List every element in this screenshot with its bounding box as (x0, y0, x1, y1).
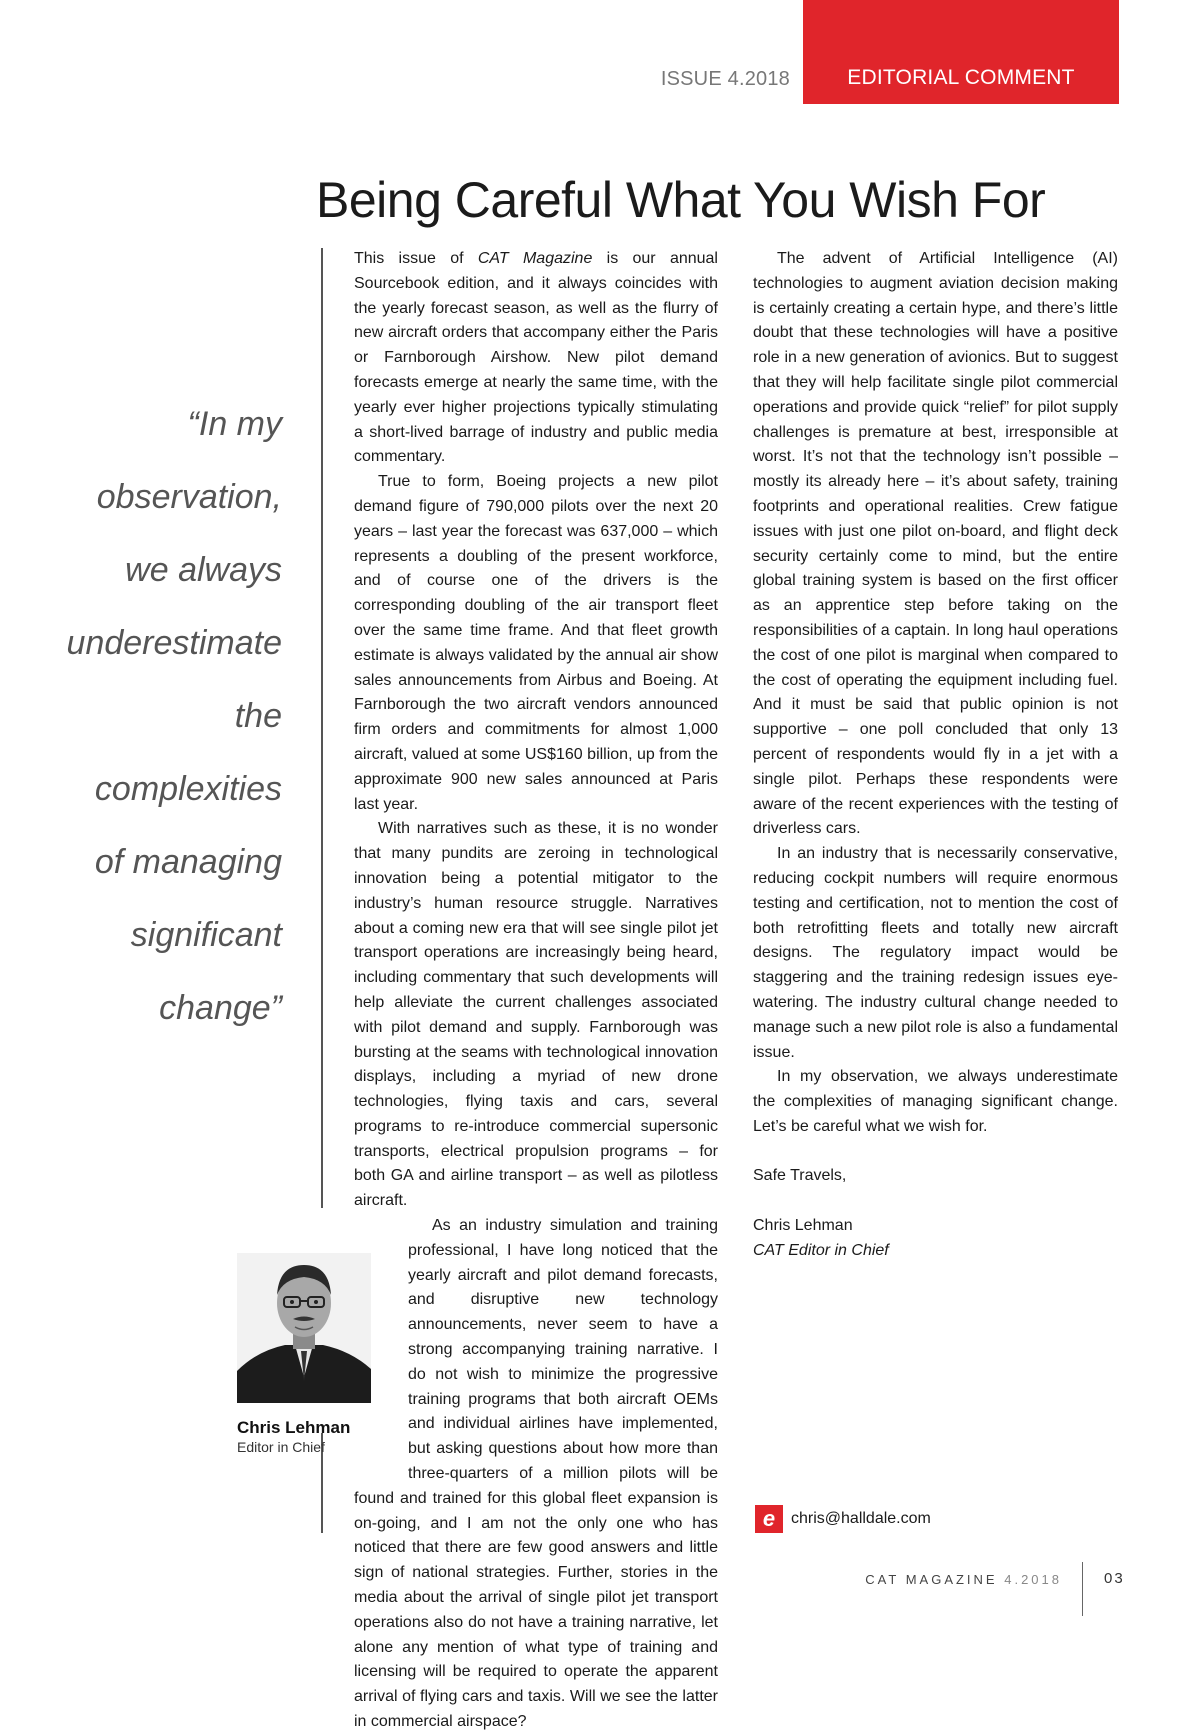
page-number: 03 (1104, 1570, 1125, 1587)
author-photo (237, 1253, 371, 1403)
pull-quote-line: “In my (187, 405, 282, 443)
pull-quote (20, 388, 282, 1045)
photo-wrap-spacer (354, 1214, 408, 1462)
pull-quote-line: observation, (96, 478, 282, 516)
pull-quote-line: change” (159, 989, 282, 1027)
publication-issue: 4.2018 (1004, 1572, 1062, 1587)
article-column-left (354, 247, 718, 1735)
paragraph: In an industry that is necessarily conservative, reducing cockpit numbers will require enormous testing and certification, not to mention the cost of both retrofitting fleets and totally new aircraft designs. The regulatory impact would be staggering and the training redesign issues eye-watering. The industry cultural change needed to manage such a new pilot role is also a fundamental issue. (753, 845, 1118, 1061)
author-name: Chris Lehman (237, 1418, 351, 1437)
signoff: Safe Travels, (753, 1167, 847, 1185)
paragraph (354, 247, 718, 470)
paragraph: The advent of Artificial Intelligence (AI) technologies to augment aviation decision making is certainly creating a certain hype, and there’s little doubt that these technologies will have a positive role in a new generation of avionics. But to suggest that they will help facilitate single pilot commercial operations and provide quick “relief” for pilot supply challenges is premature at best, irresponsible at worst. It’s not that the technology isn’t possible – mostly its already here – it’s about safety, training footprints and operational realities. Crew fatigue issues with just one pilot on-board, and flight deck security certainly come to mind, but the entire global training system is based on the first officer as an apprentice step before taking on the responsibilities of a captain. In long haul operations the cost of one pilot is marginal when compared to the cost of operating the equipment including fuel. And it must be said that public opinion is not supportive – one poll concluded that only 13 percent of respondents would fly in a jet with a single pilot. Perhaps these respondents were aware of the recent experiences with the testing of driverless cars. (753, 250, 1118, 838)
publication-name: CAT MAGAZINE (865, 1572, 998, 1587)
footer-divider (1082, 1562, 1083, 1616)
pull-quote-line: significant (130, 916, 282, 954)
signature-name: Chris Lehman (753, 1217, 853, 1235)
pull-quote-line: of managing (94, 843, 282, 881)
section-tab (803, 0, 1119, 104)
email-icon: e (755, 1505, 783, 1533)
pull-quote-line: complexities (94, 770, 282, 808)
pull-quote-line: underestimate (66, 624, 282, 662)
footer-publication (640, 1572, 1062, 1587)
author-role: Editor in Chief (237, 1439, 325, 1455)
article-title: Being Careful What You Wish For (316, 172, 1046, 228)
paragraph: In my observation, we always underestimate the complexities of managing significant change. Let’s be careful what we wish for. (753, 1068, 1118, 1135)
magazine-name: CAT Magazine (477, 250, 593, 267)
column-divider (321, 248, 323, 1208)
email-link[interactable]: chris@halldale.com (791, 1510, 931, 1527)
paragraph: True to form, Boeing projects a new pilot demand figure of 790,000 pilots over the next 20 years – last year the forecast was 637,000 – which represents a doubling of the present workforce, and of course one of the drivers is the corresponding doubling of the air transport fleet over the same time frame. And that fleet growth estimate is always validated by the annual air show sales announcements from Airbus and Boeing. At Farnborough the two aircraft vendors announced firm orders and commitments for almost 1,000 aircraft, valued at some US$160 billion, up from the approximate 900 new sales announced at Paris last year. (354, 473, 718, 813)
article-column-right (753, 247, 1118, 1264)
pull-quote-line: the (234, 697, 282, 735)
email-row[interactable] (755, 1505, 931, 1533)
section-label: EDITORIAL COMMENT (847, 66, 1075, 89)
signature-title: CAT Editor in Chief (753, 1241, 889, 1259)
paragraph-text: This issue of (354, 250, 478, 267)
paragraph: With narratives such as these, it is no wonder that many pundits are zeroing in technological innovation being a potential mitigator to the industry’s human resource struggle. Narratives about a coming new era that will see single pilot jet transport operations are increasingly being heard, including commentary that such developments will help alleviate the current challenges associated with pilot demand and supply. Farnborough was bursting at the seams with technological innovation displays, including a myriad of new drone technologies, flying taxis and cars, several programs to re-introduce commercial supersonic transports, electrical propulsion programs – for both GA and airline transport – as well as pilotless aircraft. (354, 820, 718, 1210)
paragraph-text: is our annual Sourcebook edition, and it always coincides with the yearly forecast season, as well as the flurry of new aircraft orders that accompany either the Paris or Farnborough Airshow. New pilot demand forecasts emerge at nearly the same time, with the yearly ever higher projections typically stimulating a short-lived barrage of industry and public media commentary. (354, 250, 718, 466)
pull-quote-line: we always (125, 551, 282, 589)
issue-label: ISSUE 4.2018 (660, 68, 790, 90)
paragraph: As an industry simulation and training professional, I have long noticed that the yearly aircraft and pilot demand forecasts, and disruptive new technology announcements, never seem to have a strong accompanying training narrative. I do not wish to minimize the progressive training programs that both aircraft OEMs and individual airlines have implemented, but asking questions about how more than three-quarters of a million pilots will be found and trained for this global fleet expansion is on-going, and I am not the only one who has noticed that there are few good answers and little sign of national strategies. Further, stories in the media about the arrival of single pilot jet transport operations also do not have a training narrative, let alone any mention of what type of training and licensing will be required to operate the apparent arrival of flying cars and taxis. Will we see the latter in commercial airspace? (354, 1217, 718, 1731)
